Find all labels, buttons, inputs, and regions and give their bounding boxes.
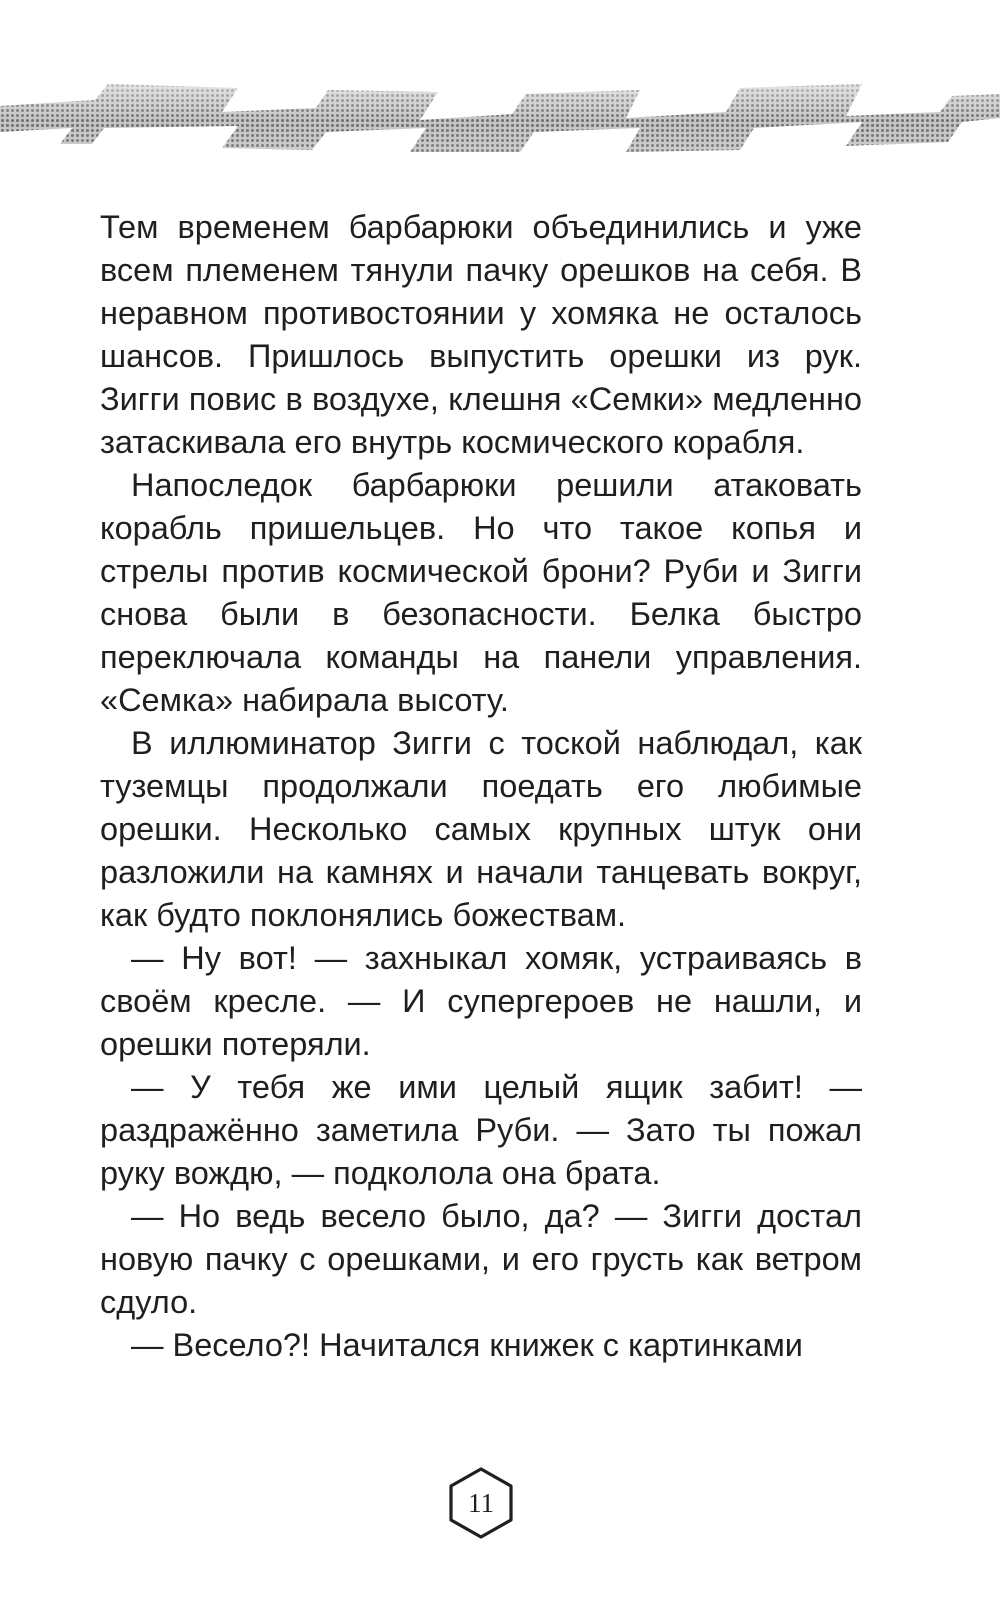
paragraph: Напоследок барбарюки решили атаковать корабль пришельцев. Но что такое копья и стрелы против космической брони? Руби и Зигги снова были в безопасности. Белка быстро переключала команды на панели управления. «Семка» набирала высоту. [100,467,862,718]
paragraph: Тем временем барбарюки объединились и уже всем племенем тянули пачку орешков на себя. В неравном противостоянии у хомяка не осталось шансов. Пришлось выпустить орешки из рук. Зигги повис в воздухе, клешня «Семки» медленно затаскивала его внутрь космического корабля. [100,209,862,460]
body-text [100,206,862,1367]
paragraph: — Ну вот! — захныкал хомяк, устраиваясь в своём кресле. — И супергероев не нашли, и орешки потеряли. [100,940,862,1062]
page-number-badge [444,1466,518,1540]
page-number: 11 [468,1488,494,1518]
halftone-zigzag-band [0,78,1000,158]
paragraph: — Весело?! Начитался книжек с картинками [131,1327,803,1363]
paragraph: В иллюминатор Зигги с тоской наблюдал, как туземцы продолжали поедать его любимые орешки. Несколько самых крупных штук они разложили на камнях и начали танцевать вокруг, как будто поклонялись божествам. [100,725,862,933]
paragraph: — У тебя же ими целый ящик забит! — раздражённо заметила Руби. — Зато ты пожал руку вождю, — подколола она брата. [100,1069,862,1191]
paragraph: — Но ведь весело было, да? — Зигги достал новую пачку с орешками, и его грусть как ветром сдуло. [100,1198,862,1320]
